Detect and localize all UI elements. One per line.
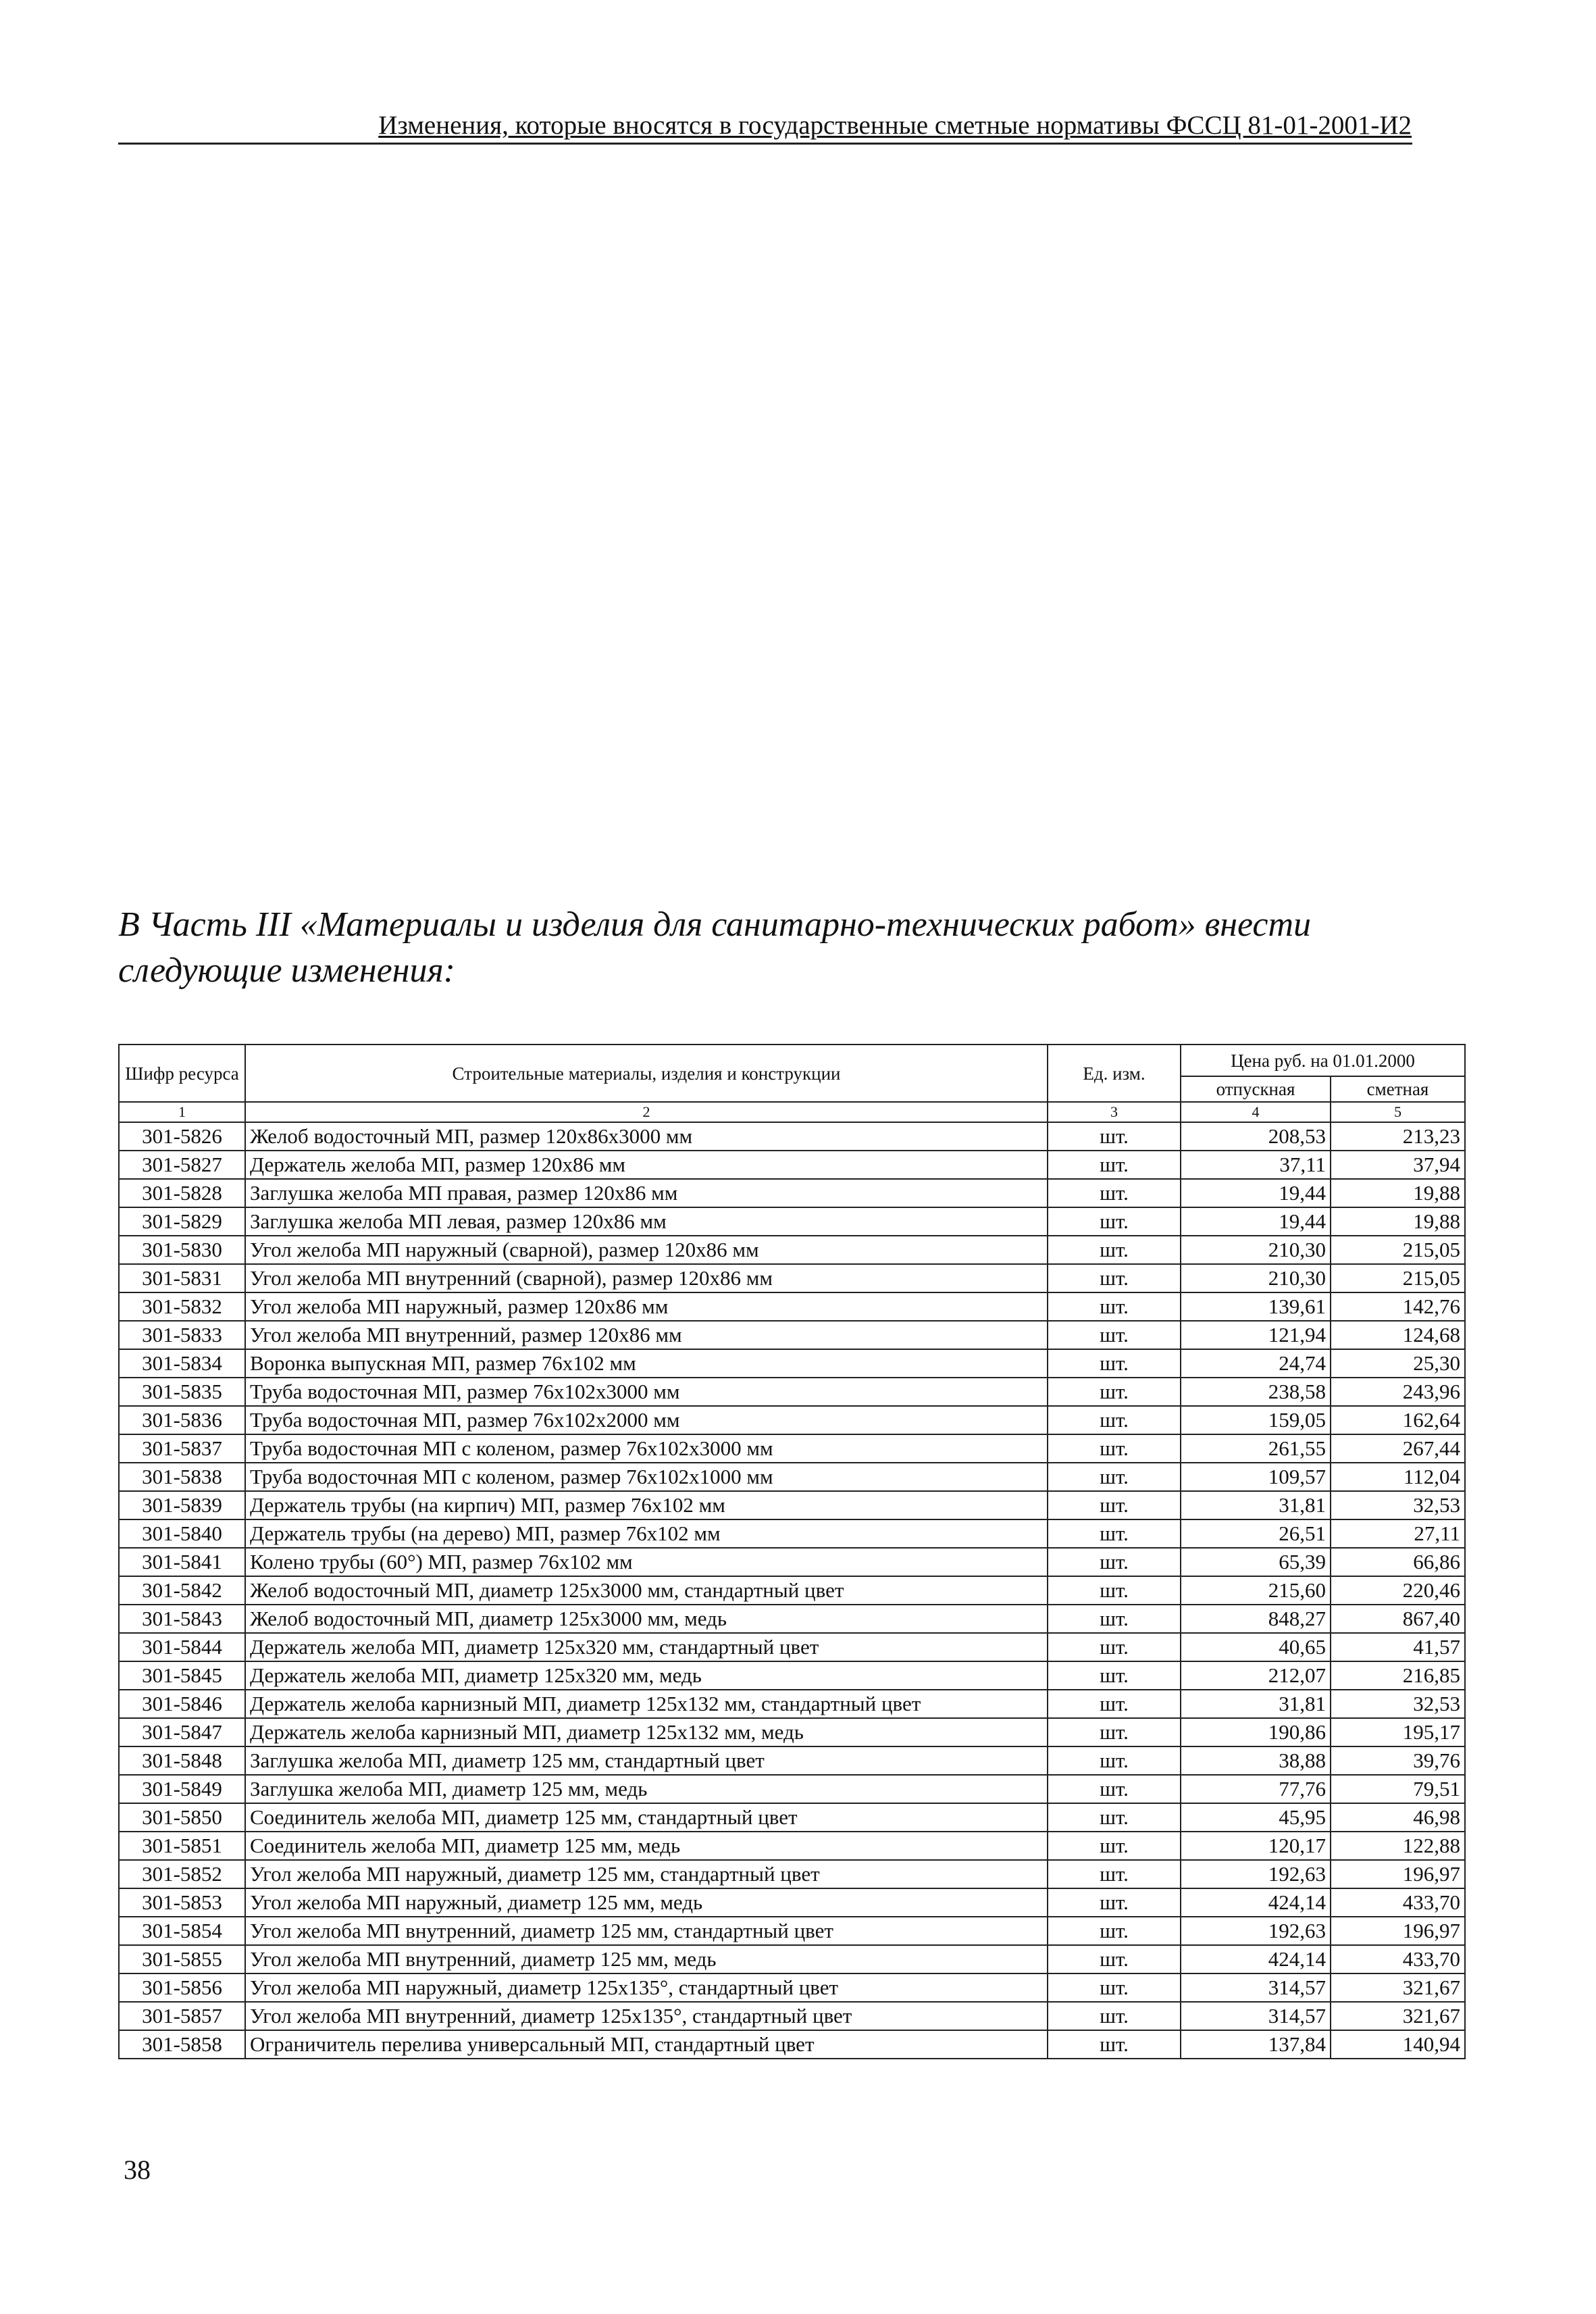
cell-unit: шт. bbox=[1048, 1207, 1181, 1236]
cell-material-name: Желоб водосточный МП, диаметр 125х3000 мм, стандартный цвет bbox=[245, 1576, 1048, 1605]
cell-unit: шт. bbox=[1048, 1605, 1181, 1633]
cell-resource-code: 301-5835 bbox=[119, 1378, 245, 1406]
header-unit: Ед. изм. bbox=[1048, 1045, 1181, 1102]
cell-resource-code: 301-5827 bbox=[119, 1151, 245, 1179]
cell-material-name: Угол желоба МП внутренний, диаметр 125 мм, стандартный цвет bbox=[245, 1917, 1048, 1945]
cell-unit: шт. bbox=[1048, 1746, 1181, 1775]
cell-unit: шт. bbox=[1048, 1151, 1181, 1179]
table-body bbox=[119, 1122, 1465, 2059]
table-row bbox=[119, 1832, 1465, 1860]
cell-estimate-price: 79,51 bbox=[1331, 1775, 1465, 1803]
cell-release-price: 192,63 bbox=[1181, 1917, 1331, 1945]
cell-release-price: 159,05 bbox=[1181, 1406, 1331, 1434]
price-table bbox=[118, 1044, 1466, 2059]
table-row bbox=[119, 1690, 1465, 1718]
cell-release-price: 31,81 bbox=[1181, 1690, 1331, 1718]
table-row bbox=[119, 1321, 1465, 1349]
cell-unit: шт. bbox=[1048, 1633, 1181, 1661]
column-number: 1 bbox=[119, 1102, 245, 1122]
cell-release-price: 65,39 bbox=[1181, 1548, 1331, 1576]
cell-unit: шт. bbox=[1048, 1576, 1181, 1605]
cell-estimate-price: 196,97 bbox=[1331, 1860, 1465, 1888]
table-row bbox=[119, 1917, 1465, 1945]
cell-material-name: Труба водосточная МП с коленом, размер 76х102х3000 мм bbox=[245, 1434, 1048, 1463]
header-estimate-price: сметная bbox=[1331, 1076, 1465, 1102]
cell-material-name: Труба водосточная МП, размер 76х102х2000 мм bbox=[245, 1406, 1048, 1434]
cell-material-name: Угол желоба МП внутренний, диаметр 125х135°, стандартный цвет bbox=[245, 2002, 1048, 2030]
cell-material-name: Желоб водосточный МП, диаметр 125х3000 мм, медь bbox=[245, 1605, 1048, 1633]
header-rule bbox=[118, 143, 1412, 145]
cell-estimate-price: 46,98 bbox=[1331, 1803, 1465, 1832]
cell-resource-code: 301-5854 bbox=[119, 1917, 245, 1945]
cell-unit: шт. bbox=[1048, 1179, 1181, 1207]
header-code: Шифр ресурса bbox=[119, 1045, 245, 1102]
cell-unit: шт. bbox=[1048, 1690, 1181, 1718]
table-row bbox=[119, 1633, 1465, 1661]
cell-release-price: 261,55 bbox=[1181, 1434, 1331, 1463]
cell-unit: шт. bbox=[1048, 1236, 1181, 1264]
cell-release-price: 26,51 bbox=[1181, 1519, 1331, 1548]
cell-release-price: 37,11 bbox=[1181, 1151, 1331, 1179]
cell-resource-code: 301-5833 bbox=[119, 1321, 245, 1349]
cell-unit: шт. bbox=[1048, 1378, 1181, 1406]
cell-resource-code: 301-5843 bbox=[119, 1605, 245, 1633]
cell-material-name: Держатель желоба карнизный МП, диаметр 125х132 мм, стандартный цвет bbox=[245, 1690, 1048, 1718]
cell-material-name: Колено трубы (60°) МП, размер 76х102 мм bbox=[245, 1548, 1048, 1576]
cell-resource-code: 301-5850 bbox=[119, 1803, 245, 1832]
cell-resource-code: 301-5840 bbox=[119, 1519, 245, 1548]
cell-estimate-price: 195,17 bbox=[1331, 1718, 1465, 1746]
cell-resource-code: 301-5841 bbox=[119, 1548, 245, 1576]
cell-material-name: Угол желоба МП наружный (сварной), размер 120х86 мм bbox=[245, 1236, 1048, 1264]
cell-resource-code: 301-5842 bbox=[119, 1576, 245, 1605]
cell-resource-code: 301-5828 bbox=[119, 1179, 245, 1207]
cell-material-name: Заглушка желоба МП, диаметр 125 мм, стандартный цвет bbox=[245, 1746, 1048, 1775]
cell-estimate-price: 267,44 bbox=[1331, 1434, 1465, 1463]
cell-unit: шт. bbox=[1048, 1321, 1181, 1349]
table-row bbox=[119, 1519, 1465, 1548]
table-row bbox=[119, 1292, 1465, 1321]
cell-estimate-price: 216,85 bbox=[1331, 1661, 1465, 1690]
cell-material-name: Угол желоба МП внутренний (сварной), размер 120х86 мм bbox=[245, 1264, 1048, 1292]
cell-resource-code: 301-5849 bbox=[119, 1775, 245, 1803]
cell-material-name: Заглушка желоба МП правая, размер 120х86 мм bbox=[245, 1179, 1048, 1207]
cell-unit: шт. bbox=[1048, 1888, 1181, 1917]
cell-release-price: 45,95 bbox=[1181, 1803, 1331, 1832]
table-row bbox=[119, 1207, 1465, 1236]
cell-material-name: Держатель желоба карнизный МП, диаметр 125х132 мм, медь bbox=[245, 1718, 1048, 1746]
cell-material-name: Ограничитель перелива универсальный МП, стандартный цвет bbox=[245, 2030, 1048, 2059]
cell-estimate-price: 142,76 bbox=[1331, 1292, 1465, 1321]
table-row bbox=[119, 1434, 1465, 1463]
table-row bbox=[119, 2002, 1465, 2030]
cell-release-price: 210,30 bbox=[1181, 1236, 1331, 1264]
cell-unit: шт. bbox=[1048, 1519, 1181, 1548]
cell-estimate-price: 112,04 bbox=[1331, 1463, 1465, 1491]
cell-material-name: Угол желоба МП наружный, размер 120х86 мм bbox=[245, 1292, 1048, 1321]
table-row bbox=[119, 1406, 1465, 1434]
cell-release-price: 208,53 bbox=[1181, 1122, 1331, 1151]
table-row bbox=[119, 1605, 1465, 1633]
cell-estimate-price: 32,53 bbox=[1331, 1491, 1465, 1519]
cell-estimate-price: 41,57 bbox=[1331, 1633, 1465, 1661]
cell-resource-code: 301-5847 bbox=[119, 1718, 245, 1746]
cell-material-name: Угол желоба МП внутренний, диаметр 125 мм, медь bbox=[245, 1945, 1048, 1973]
column-number: 2 bbox=[245, 1102, 1048, 1122]
cell-unit: шт. bbox=[1048, 1973, 1181, 2002]
cell-release-price: 121,94 bbox=[1181, 1321, 1331, 1349]
cell-estimate-price: 215,05 bbox=[1331, 1264, 1465, 1292]
cell-estimate-price: 433,70 bbox=[1331, 1888, 1465, 1917]
cell-resource-code: 301-5853 bbox=[119, 1888, 245, 1917]
cell-release-price: 38,88 bbox=[1181, 1746, 1331, 1775]
cell-resource-code: 301-5845 bbox=[119, 1661, 245, 1690]
cell-release-price: 424,14 bbox=[1181, 1945, 1331, 1973]
cell-release-price: 24,74 bbox=[1181, 1349, 1331, 1378]
table-row bbox=[119, 1378, 1465, 1406]
cell-release-price: 238,58 bbox=[1181, 1378, 1331, 1406]
cell-estimate-price: 220,46 bbox=[1331, 1576, 1465, 1605]
cell-release-price: 212,07 bbox=[1181, 1661, 1331, 1690]
cell-estimate-price: 162,64 bbox=[1331, 1406, 1465, 1434]
cell-unit: шт. bbox=[1048, 1349, 1181, 1378]
cell-resource-code: 301-5829 bbox=[119, 1207, 245, 1236]
cell-estimate-price: 243,96 bbox=[1331, 1378, 1465, 1406]
cell-resource-code: 301-5832 bbox=[119, 1292, 245, 1321]
cell-unit: шт. bbox=[1048, 1832, 1181, 1860]
cell-release-price: 109,57 bbox=[1181, 1463, 1331, 1491]
running-header-title: Изменения, которые вносятся в государственные сметные нормативы ФССЦ 81-01-2001-И2 bbox=[378, 111, 1412, 140]
cell-resource-code: 301-5826 bbox=[119, 1122, 245, 1151]
cell-estimate-price: 321,67 bbox=[1331, 1973, 1465, 2002]
table-row bbox=[119, 2030, 1465, 2059]
cell-release-price: 120,17 bbox=[1181, 1832, 1331, 1860]
price-table-container bbox=[118, 1044, 1466, 2059]
cell-resource-code: 301-5834 bbox=[119, 1349, 245, 1378]
table-row bbox=[119, 1860, 1465, 1888]
cell-material-name: Держатель желоба МП, размер 120х86 мм bbox=[245, 1151, 1048, 1179]
header-release-price: отпускная bbox=[1181, 1076, 1331, 1102]
cell-release-price: 19,44 bbox=[1181, 1207, 1331, 1236]
cell-unit: шт. bbox=[1048, 1491, 1181, 1519]
cell-resource-code: 301-5830 bbox=[119, 1236, 245, 1264]
cell-unit: шт. bbox=[1048, 1292, 1181, 1321]
header-price-group: Цена руб. на 01.01.2000 bbox=[1181, 1045, 1465, 1076]
table-row bbox=[119, 1122, 1465, 1151]
cell-material-name: Держатель желоба МП, диаметр 125х320 мм, медь bbox=[245, 1661, 1048, 1690]
cell-material-name: Заглушка желоба МП, диаметр 125 мм, медь bbox=[245, 1775, 1048, 1803]
cell-unit: шт. bbox=[1048, 1775, 1181, 1803]
cell-unit: шт. bbox=[1048, 1917, 1181, 1945]
column-number: 3 bbox=[1048, 1102, 1181, 1122]
table-row bbox=[119, 1973, 1465, 2002]
cell-resource-code: 301-5858 bbox=[119, 2030, 245, 2059]
cell-release-price: 210,30 bbox=[1181, 1264, 1331, 1292]
cell-estimate-price: 140,94 bbox=[1331, 2030, 1465, 2059]
cell-resource-code: 301-5846 bbox=[119, 1690, 245, 1718]
cell-estimate-price: 196,97 bbox=[1331, 1917, 1465, 1945]
cell-estimate-price: 321,67 bbox=[1331, 2002, 1465, 2030]
cell-estimate-price: 19,88 bbox=[1331, 1207, 1465, 1236]
cell-unit: шт. bbox=[1048, 1718, 1181, 1746]
cell-release-price: 424,14 bbox=[1181, 1888, 1331, 1917]
table-row bbox=[119, 1775, 1465, 1803]
cell-material-name: Угол желоба МП наружный, диаметр 125 мм, стандартный цвет bbox=[245, 1860, 1048, 1888]
cell-resource-code: 301-5836 bbox=[119, 1406, 245, 1434]
cell-release-price: 314,57 bbox=[1181, 1973, 1331, 2002]
cell-resource-code: 301-5852 bbox=[119, 1860, 245, 1888]
cell-resource-code: 301-5855 bbox=[119, 1945, 245, 1973]
cell-unit: шт. bbox=[1048, 1661, 1181, 1690]
cell-resource-code: 301-5838 bbox=[119, 1463, 245, 1491]
table-row bbox=[119, 1548, 1465, 1576]
cell-material-name: Соединитель желоба МП, диаметр 125 мм, стандартный цвет bbox=[245, 1803, 1048, 1832]
cell-material-name: Труба водосточная МП, размер 76х102х3000 мм bbox=[245, 1378, 1048, 1406]
cell-unit: шт. bbox=[1048, 1122, 1181, 1151]
header-name: Строительные материалы, изделия и конструкции bbox=[245, 1045, 1048, 1102]
table-row bbox=[119, 1349, 1465, 1378]
table-row bbox=[119, 1236, 1465, 1264]
cell-release-price: 190,86 bbox=[1181, 1718, 1331, 1746]
column-number: 4 bbox=[1181, 1102, 1331, 1122]
cell-estimate-price: 25,30 bbox=[1331, 1349, 1465, 1378]
cell-release-price: 19,44 bbox=[1181, 1179, 1331, 1207]
table-row bbox=[119, 1463, 1465, 1491]
cell-unit: шт. bbox=[1048, 1860, 1181, 1888]
cell-estimate-price: 215,05 bbox=[1331, 1236, 1465, 1264]
cell-unit: шт. bbox=[1048, 1463, 1181, 1491]
table-row bbox=[119, 1945, 1465, 1973]
cell-material-name: Держатель трубы (на дерево) МП, размер 76х102 мм bbox=[245, 1519, 1048, 1548]
cell-material-name: Держатель трубы (на кирпич) МП, размер 76х102 мм bbox=[245, 1491, 1048, 1519]
cell-release-price: 139,61 bbox=[1181, 1292, 1331, 1321]
cell-release-price: 314,57 bbox=[1181, 2002, 1331, 2030]
cell-release-price: 137,84 bbox=[1181, 2030, 1331, 2059]
cell-unit: шт. bbox=[1048, 1548, 1181, 1576]
cell-unit: шт. bbox=[1048, 1803, 1181, 1832]
cell-estimate-price: 39,76 bbox=[1331, 1746, 1465, 1775]
cell-estimate-price: 867,40 bbox=[1331, 1605, 1465, 1633]
cell-release-price: 31,81 bbox=[1181, 1491, 1331, 1519]
cell-estimate-price: 124,68 bbox=[1331, 1321, 1465, 1349]
cell-release-price: 192,63 bbox=[1181, 1860, 1331, 1888]
cell-resource-code: 301-5831 bbox=[119, 1264, 245, 1292]
cell-material-name: Желоб водосточный МП, размер 120х86х3000 мм bbox=[245, 1122, 1048, 1151]
cell-release-price: 848,27 bbox=[1181, 1605, 1331, 1633]
cell-estimate-price: 213,23 bbox=[1331, 1122, 1465, 1151]
cell-resource-code: 301-5844 bbox=[119, 1633, 245, 1661]
table-row bbox=[119, 1746, 1465, 1775]
cell-material-name: Соединитель желоба МП, диаметр 125 мм, медь bbox=[245, 1832, 1048, 1860]
cell-release-price: 40,65 bbox=[1181, 1633, 1331, 1661]
table-row bbox=[119, 1179, 1465, 1207]
cell-unit: шт. bbox=[1048, 1264, 1181, 1292]
cell-material-name: Труба водосточная МП с коленом, размер 76х102х1000 мм bbox=[245, 1463, 1048, 1491]
page-number: 38 bbox=[124, 2155, 151, 2185]
cell-resource-code: 301-5848 bbox=[119, 1746, 245, 1775]
cell-resource-code: 301-5857 bbox=[119, 2002, 245, 2030]
cell-unit: шт. bbox=[1048, 2002, 1181, 2030]
cell-unit: шт. bbox=[1048, 1406, 1181, 1434]
cell-estimate-price: 37,94 bbox=[1331, 1151, 1465, 1179]
cell-unit: шт. bbox=[1048, 1945, 1181, 1973]
cell-resource-code: 301-5851 bbox=[119, 1832, 245, 1860]
cell-estimate-price: 122,88 bbox=[1331, 1832, 1465, 1860]
cell-resource-code: 301-5839 bbox=[119, 1491, 245, 1519]
table-row bbox=[119, 1576, 1465, 1605]
cell-release-price: 215,60 bbox=[1181, 1576, 1331, 1605]
cell-material-name: Заглушка желоба МП левая, размер 120х86 мм bbox=[245, 1207, 1048, 1236]
cell-unit: шт. bbox=[1048, 1434, 1181, 1463]
cell-estimate-price: 32,53 bbox=[1331, 1690, 1465, 1718]
cell-material-name: Воронка выпускная МП, размер 76х102 мм bbox=[245, 1349, 1048, 1378]
cell-resource-code: 301-5837 bbox=[119, 1434, 245, 1463]
table-row bbox=[119, 1888, 1465, 1917]
table-row bbox=[119, 1491, 1465, 1519]
cell-release-price: 77,76 bbox=[1181, 1775, 1331, 1803]
table-row bbox=[119, 1264, 1465, 1292]
cell-estimate-price: 433,70 bbox=[1331, 1945, 1465, 1973]
table-row bbox=[119, 1151, 1465, 1179]
cell-estimate-price: 19,88 bbox=[1331, 1179, 1465, 1207]
cell-estimate-price: 27,11 bbox=[1331, 1519, 1465, 1548]
cell-material-name: Угол желоба МП наружный, диаметр 125х135°, стандартный цвет bbox=[245, 1973, 1048, 2002]
cell-estimate-price: 66,86 bbox=[1331, 1548, 1465, 1576]
cell-material-name: Угол желоба МП наружный, диаметр 125 мм, медь bbox=[245, 1888, 1048, 1917]
column-number: 5 bbox=[1331, 1102, 1465, 1122]
cell-unit: шт. bbox=[1048, 2030, 1181, 2059]
cell-resource-code: 301-5856 bbox=[119, 1973, 245, 2002]
table-row bbox=[119, 1718, 1465, 1746]
table-row bbox=[119, 1661, 1465, 1690]
cell-material-name: Угол желоба МП внутренний, размер 120х86 мм bbox=[245, 1321, 1048, 1349]
cell-material-name: Держатель желоба МП, диаметр 125х320 мм, стандартный цвет bbox=[245, 1633, 1048, 1661]
table-row bbox=[119, 1803, 1465, 1832]
intro-paragraph: В Часть III «Материалы и изделия для санитарно-технических работ» внести следующие изменения: bbox=[118, 905, 1312, 990]
